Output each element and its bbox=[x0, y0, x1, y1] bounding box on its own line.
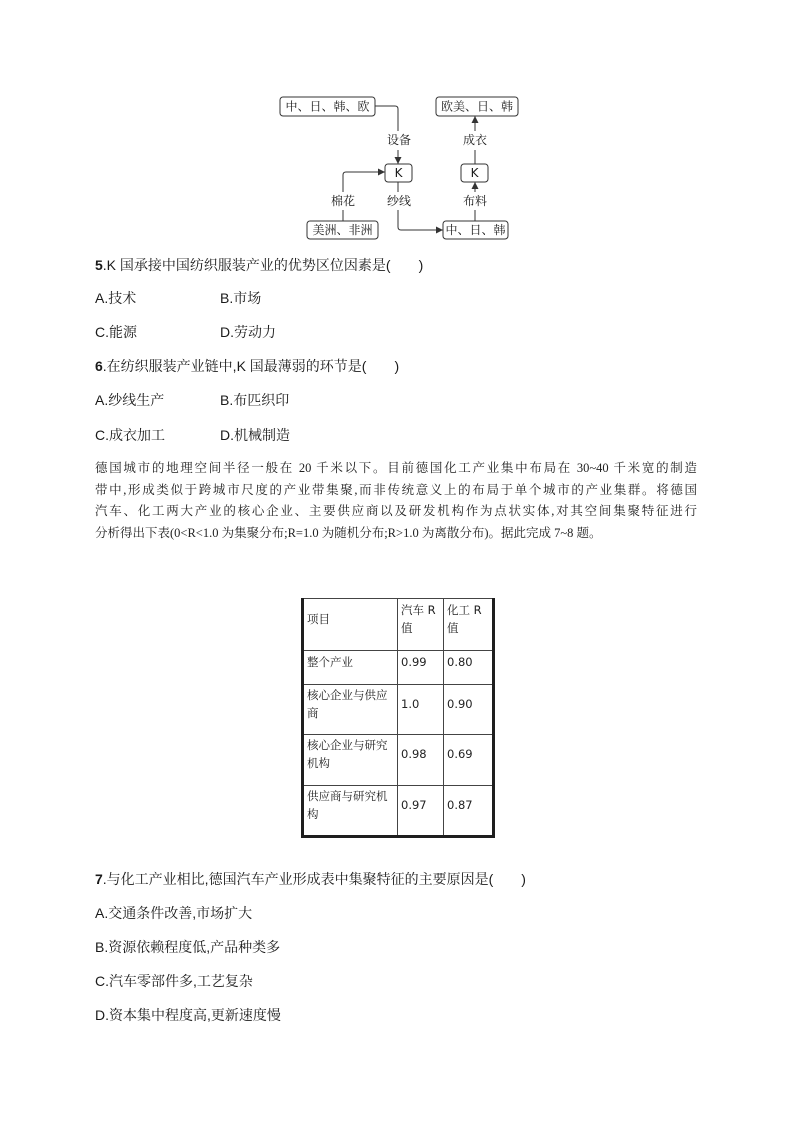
box-label: 美洲、非洲 bbox=[312, 223, 373, 237]
question-7-option-b: B.资源依赖程度低,产品种类多 bbox=[95, 939, 281, 955]
table-cell: 0.69 bbox=[444, 735, 494, 786]
question-7-stem bbox=[95, 869, 526, 889]
question-text: .在纺织服装产业链中,K 国最薄弱的环节是( ) bbox=[102, 358, 400, 374]
question-text: .与化工产业相比,德国汽车产业形成表中集聚特征的主要原因是( ) bbox=[102, 871, 526, 887]
box-k-country-garment bbox=[461, 164, 488, 182]
question-6-option-d: D.机械制造 bbox=[220, 427, 290, 443]
box-label: 中、日、韩 bbox=[445, 223, 506, 237]
table-cell: 核心企业与供应商 bbox=[303, 685, 398, 735]
r-value-table bbox=[301, 598, 495, 838]
equipment-flow-line bbox=[375, 106, 398, 131]
question-6-stem bbox=[95, 356, 399, 376]
table-cell: 核心企业与研究机构 bbox=[303, 735, 398, 786]
question-7-option-d: D.资本集中程度高,更新速度慢 bbox=[95, 1007, 281, 1023]
garment-label: 成衣 bbox=[462, 133, 488, 147]
table-cell: 整个产业 bbox=[303, 651, 398, 685]
passage-line: 德国城市的地理空间半径一般在 20 千米以下。目前德国化工产业集中布局在 30~40 千米宽的制造 bbox=[95, 461, 697, 475]
question-5-option-d: D.劳动力 bbox=[220, 324, 276, 340]
table-cell: 0.99 bbox=[398, 651, 444, 685]
table-header-cell: 化工 R 值 bbox=[444, 599, 494, 651]
yarn-flow-arrow bbox=[398, 210, 443, 230]
box-k-country-yarn bbox=[385, 164, 412, 182]
table-row bbox=[303, 786, 494, 837]
cotton-label: 棉花 bbox=[330, 194, 356, 208]
question-number: 7 bbox=[95, 871, 103, 887]
table-header-row bbox=[303, 599, 494, 651]
question-7-option-a: A.交通条件改善,市场扩大 bbox=[95, 905, 253, 921]
yarn-label: 纱线 bbox=[386, 194, 412, 208]
box-label: 中、日、韩、欧 bbox=[285, 99, 370, 114]
table-row bbox=[303, 735, 494, 786]
box-label: K bbox=[470, 166, 479, 180]
question-5-option-c: C.能源 bbox=[95, 324, 137, 340]
box-label: K bbox=[394, 166, 403, 180]
cotton-flow-arrow bbox=[343, 172, 385, 192]
box-china-japan-korea-europe bbox=[280, 97, 375, 116]
question-number: 6 bbox=[95, 358, 103, 374]
question-6-option-c: C.成衣加工 bbox=[95, 427, 165, 443]
question-5-option-b: B.市场 bbox=[220, 290, 262, 306]
question-7-option-c: C.汽车零部件多,工艺复杂 bbox=[95, 973, 253, 989]
box-china-japan-korea bbox=[443, 221, 508, 239]
table-cell: 0.80 bbox=[444, 651, 494, 685]
table-cell: 0.87 bbox=[444, 786, 494, 837]
passage-line: 汽车、化工两大产业的核心企业、主要供应商以及研发机构作为点状实体,对其空间集聚特征进行 bbox=[95, 504, 697, 518]
table-cell: 1.0 bbox=[398, 685, 444, 735]
question-6-option-a: A.纱线生产 bbox=[95, 392, 165, 408]
table-cell: 供应商与研究机构 bbox=[303, 786, 398, 837]
reading-passage bbox=[95, 458, 697, 544]
table-row bbox=[303, 651, 494, 685]
industry-chain-diagram bbox=[0, 0, 794, 250]
question-5-stem bbox=[95, 255, 423, 275]
passage-line: 分析得出下表(0<R<1.0 为集聚分布;R=1.0 为随机分布;R>1.0 为离散分布)。据此完成 7~8 题。 bbox=[95, 525, 602, 540]
question-6-option-b: B.布匹织印 bbox=[220, 392, 290, 408]
box-europe-america-japan-korea bbox=[436, 97, 518, 116]
fabric-label: 布料 bbox=[462, 194, 488, 208]
table-header-cell: 项目 bbox=[303, 599, 398, 651]
box-label: 欧美、日、韩 bbox=[440, 99, 514, 114]
question-5-option-a: A.技术 bbox=[95, 290, 137, 306]
box-america-africa bbox=[307, 221, 378, 239]
table-cell: 0.97 bbox=[398, 786, 444, 837]
table-header-cell: 汽车 R 值 bbox=[398, 599, 444, 651]
table-cell: 0.90 bbox=[444, 685, 494, 735]
question-text: .K 国承接中国纺织服装产业的优势区位因素是( ) bbox=[102, 257, 424, 273]
table-cell: 0.98 bbox=[398, 735, 444, 786]
equipment-label: 设备 bbox=[386, 133, 412, 147]
passage-line: 带中,形成类似于跨城市尺度的产业带集聚,而非传统意义上的布局于单个城市的产业集群。将德国 bbox=[95, 482, 697, 497]
table-row bbox=[303, 685, 494, 735]
question-number: 5 bbox=[95, 257, 103, 273]
